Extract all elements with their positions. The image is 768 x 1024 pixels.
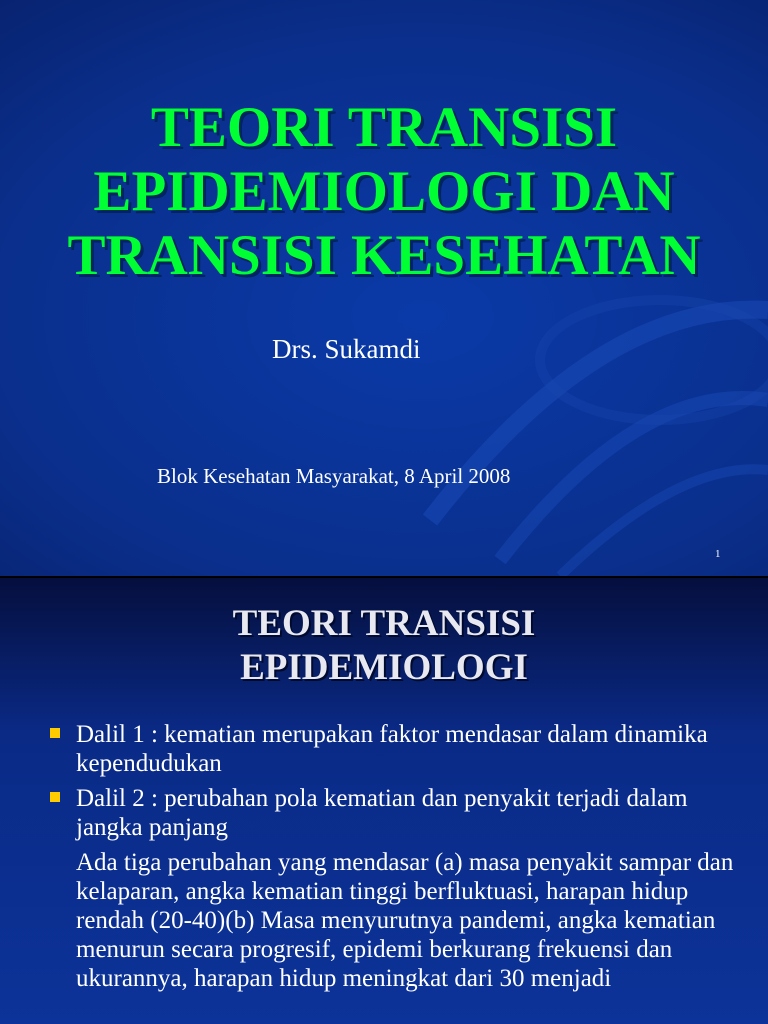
bullet-list: [48, 720, 738, 999]
slide-2-title-line: TEORI TRANSISI: [232, 603, 536, 644]
square-bullet-icon: [50, 728, 60, 738]
list-item: [48, 784, 738, 842]
bullet-text: Dalil 1 : kematian merupakan faktor mendasar dalam dinamika kependudukan: [76, 721, 708, 777]
slide-2: [0, 578, 768, 1024]
list-item: [48, 720, 738, 778]
slide-2-title-line: EPIDEMIOLOGI: [240, 647, 528, 688]
slide-1-title-line: TRANSISI KESEHATAN: [67, 224, 701, 287]
square-bullet-icon: [50, 792, 60, 802]
page-number: 1: [715, 548, 721, 560]
paragraph-text: Ada tiga perubahan yang mendasar (a) masa penyakit sampar dan kelaparan, angka kematian tinggi berfluktuasi, harapan hidup rendah (20-40)(b) Masa menyurutnya pandemi, angka kematian menurun secara progresif, epidemi berkurang frekuensi dan ukurannya, harapan hidup meningkat dari 30 menjadi: [76, 849, 734, 992]
event-info: Blok Kesehatan Masyarakat, 8 April 2008: [157, 464, 511, 488]
author-name: Drs. Sukamdi: [272, 334, 421, 364]
slide-1-title-line: TEORI TRANSISI: [150, 96, 618, 159]
list-item: [48, 848, 738, 993]
slide-1-title-line: EPIDEMIOLOGI DAN: [93, 160, 675, 223]
slide-1-title: [0, 96, 768, 288]
bullet-text: Dalil 2 : perubahan pola kematian dan penyakit terjadi dalam jangka panjang: [76, 785, 688, 841]
slide-2-title: [0, 602, 768, 690]
